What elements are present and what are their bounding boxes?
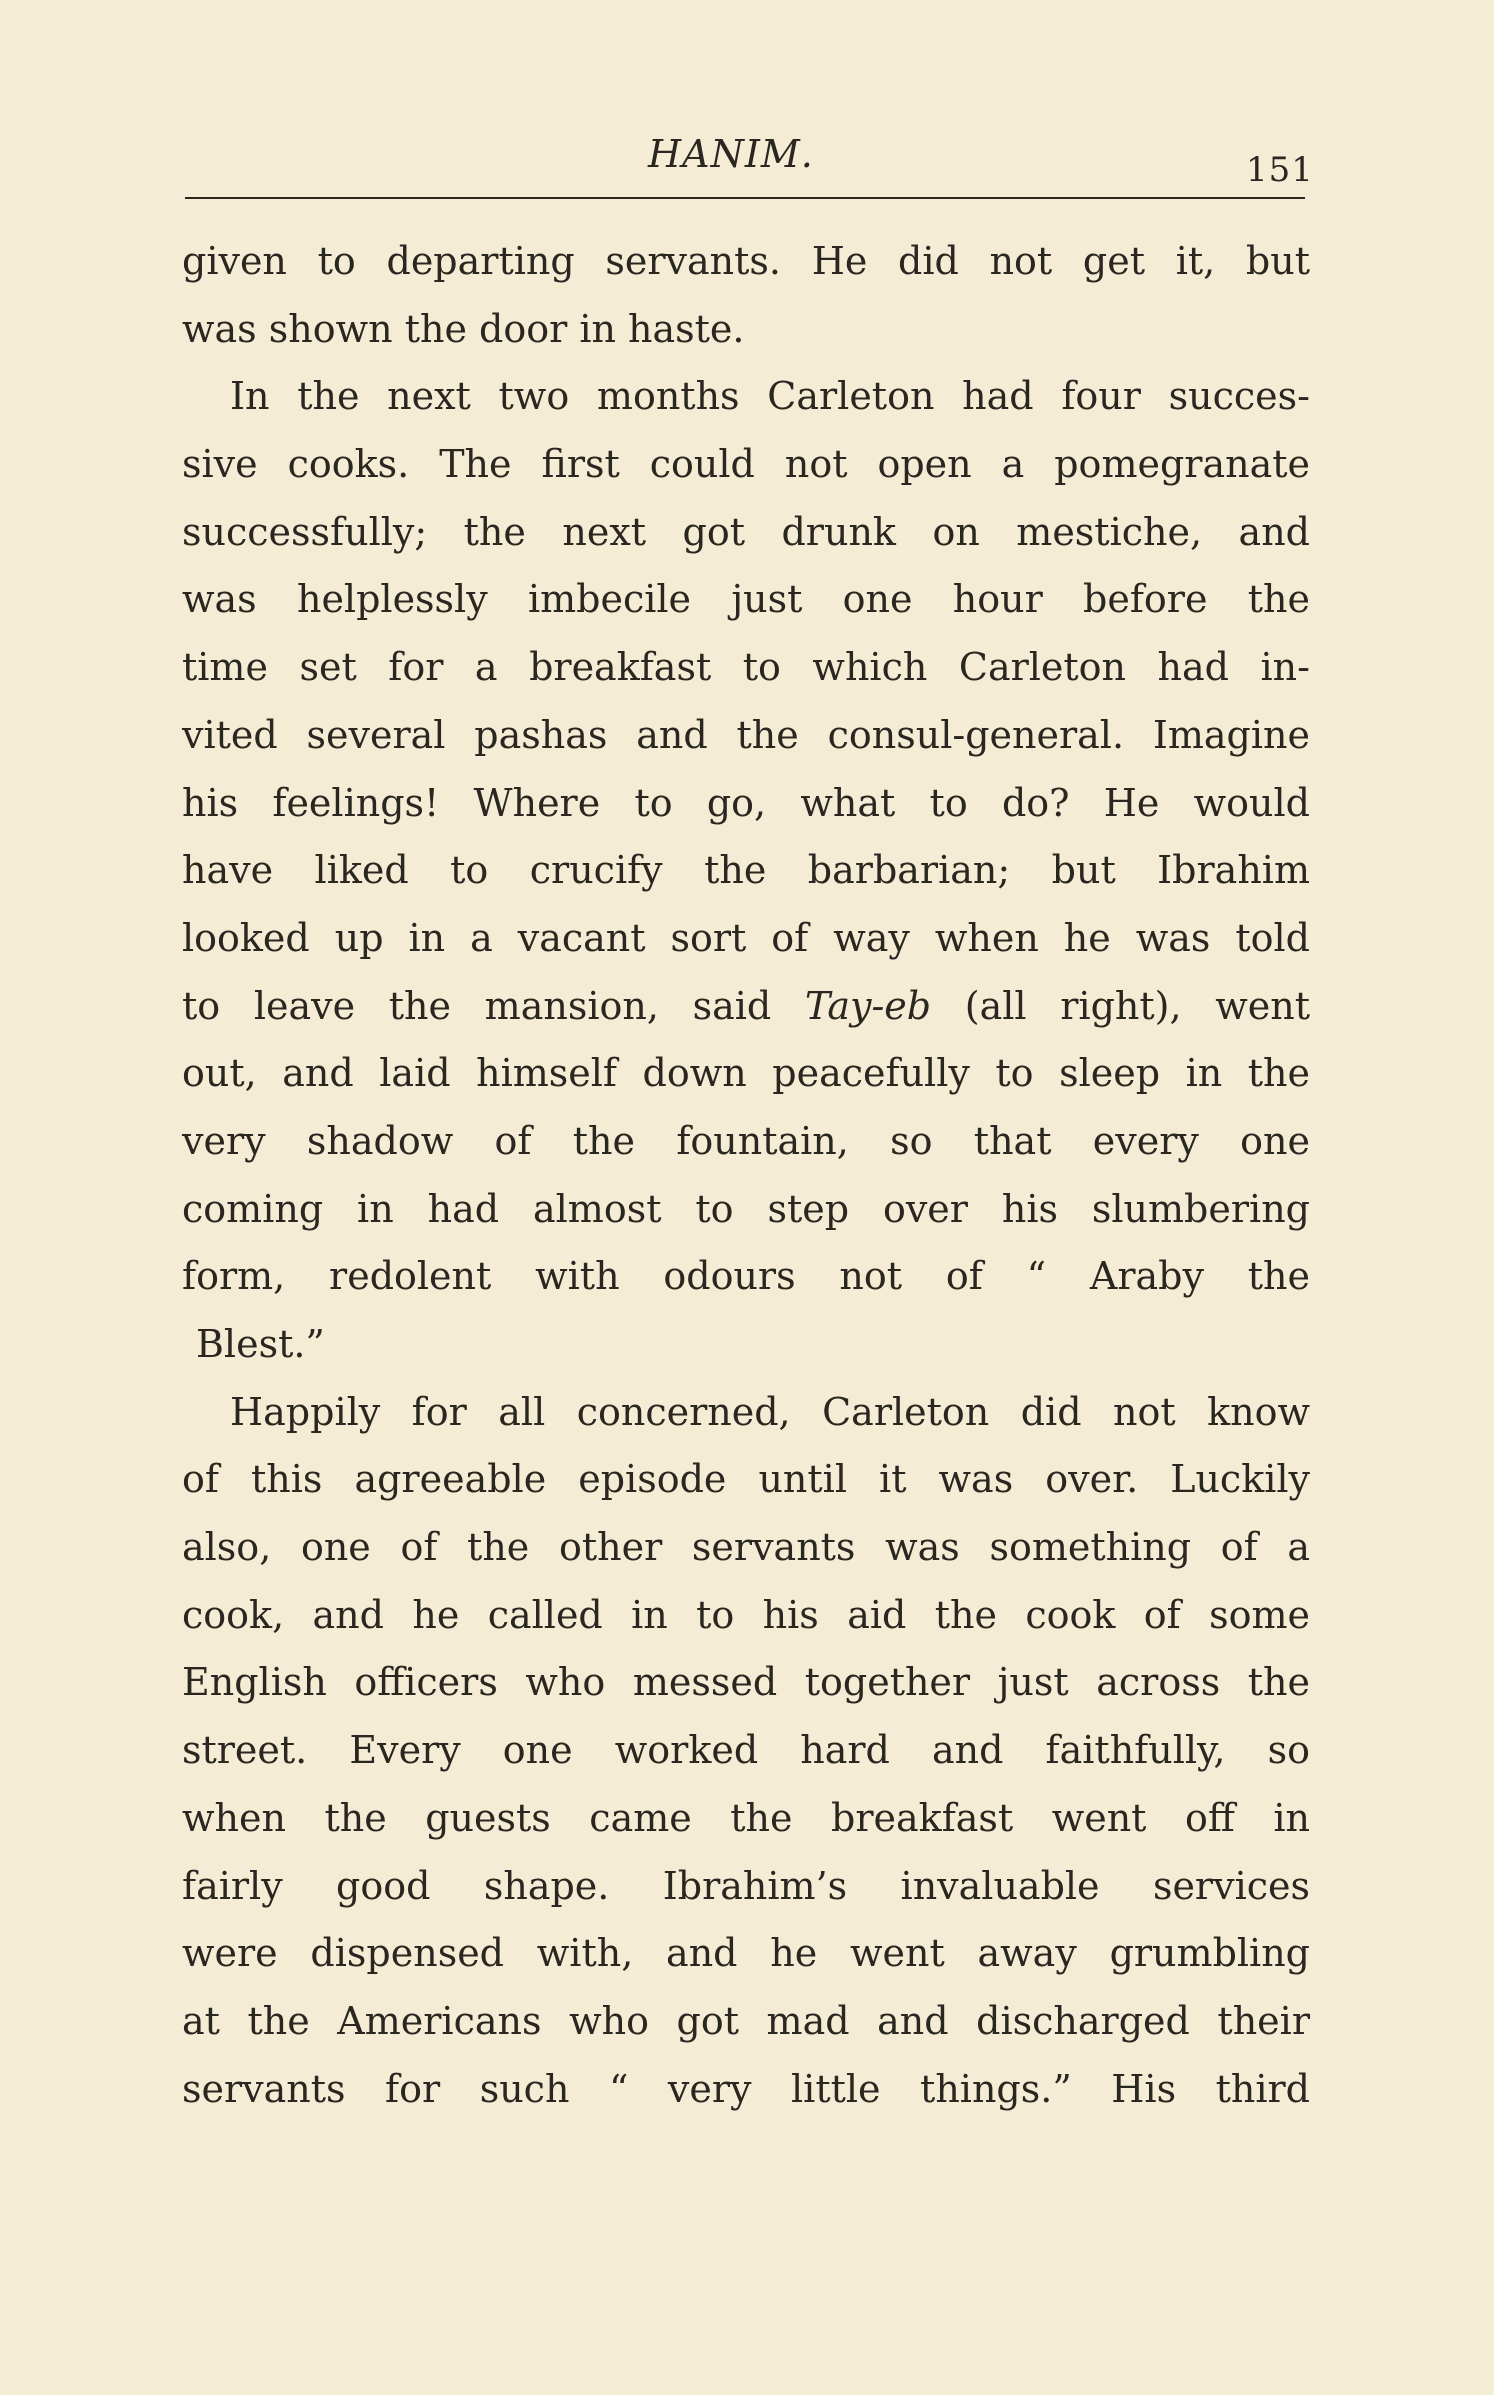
body-text (182, 228, 1310, 2123)
text-line: coming in had almost to step over his slumbering (182, 1186, 1310, 1231)
header-rule (185, 197, 1305, 199)
text-line: street. Every one worked hard and faithfully, so (182, 1728, 1310, 1773)
text-line: have liked to crucify the barbarian; but Ibrahim (182, 848, 1310, 893)
paragraph-start-line: Happily for all concerned, Carleton did not know (230, 1389, 1310, 1434)
text-line: when the guests came the breakfast went off in (182, 1795, 1310, 1840)
paragraph-start-line: In the next two months Carleton had four succes- (230, 374, 1310, 419)
text-line: out, and laid himself down peacefully to sleep in the (182, 1051, 1310, 1096)
text-line: at the Americans who got mad and discharged their (182, 1998, 1310, 2043)
text-line: given to departing servants. He did not get it, but (182, 239, 1310, 283)
text-line: cook, and he called in to his aid the cook of some (182, 1592, 1310, 1637)
running-title: HANIM. (648, 132, 814, 176)
text-line: English officers who messed together just across the (182, 1660, 1310, 1705)
text-line: successfully; the next got drunk on mestiche, and (182, 509, 1310, 554)
text-line: his feelings! Where to go, what to do? He would (182, 780, 1310, 825)
text-line: fairly good shape. Ibrahim’s invaluable services (182, 1863, 1310, 1908)
running-head (0, 132, 1494, 192)
text-line: form, redolent with odours not of “ Araby the (182, 1254, 1310, 1299)
text-line-with-italic (182, 973, 1310, 1041)
line-lead: to leave the mansion, said (182, 983, 772, 1028)
text-line: very shadow of the fountain, so that every one (182, 1118, 1310, 1163)
text-line: looked up in a vacant sort of way when he was told (182, 915, 1310, 960)
text-line: were dispensed with, and he went away grumbling (182, 1931, 1310, 1976)
text-line: servants for such “ very little things.” His third (182, 2066, 1310, 2111)
text-line: Blest.” (196, 1322, 325, 1366)
text-line: was shown the door in haste. (182, 306, 745, 351)
italic-word: Tay-eb (804, 983, 932, 1028)
text-line: of this agreeable episode until it was over. Luckily (182, 1457, 1310, 1502)
text-line: vited several pashas and the consul-general. Imagine (182, 712, 1310, 757)
line-tail: (all right), went (964, 983, 1310, 1028)
page-number: 151 (1246, 150, 1314, 190)
text-line: also, one of the other servants was something of a (182, 1525, 1310, 1570)
text-line: time set for a breakfast to which Carleton had in- (182, 645, 1310, 690)
text-line: sive cooks. The first could not open a pomegranate (182, 442, 1310, 487)
text-line: was helplessly imbecile just one hour before the (182, 577, 1310, 622)
